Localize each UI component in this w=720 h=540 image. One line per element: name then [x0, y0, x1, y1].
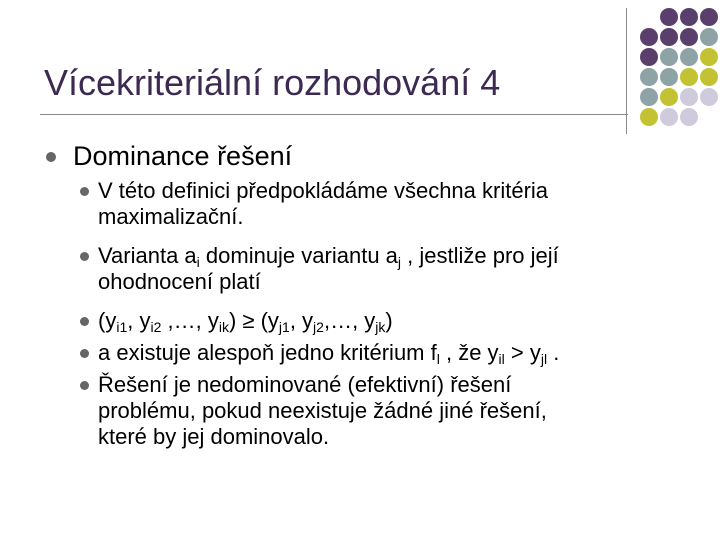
formula-text: (y: [98, 308, 117, 333]
formula-text: , y: [127, 308, 151, 333]
decorative-dot: [700, 28, 718, 46]
formula-subscript: jl: [540, 351, 548, 367]
formula-text: ) ≥ (y: [228, 308, 279, 333]
bullet-icon: [80, 317, 89, 326]
decorative-dot: [680, 108, 698, 126]
bullet-icon: [80, 187, 89, 196]
decorative-dot: [660, 108, 678, 126]
formula-text: ): [385, 308, 393, 333]
decorative-dot: [680, 28, 698, 46]
decorative-dot: [640, 28, 658, 46]
decorative-dot: [660, 28, 678, 46]
formula-subscript: j1: [278, 319, 290, 335]
decorative-dot: [640, 88, 658, 106]
item-5-line-3: které by jej dominovalo.: [98, 424, 330, 449]
decorative-dot: [640, 68, 658, 86]
decorative-dot: [680, 68, 698, 86]
item-2-line-1: Varianta $a_i$ dominuje variantu $a_j$ , jestliže pro její: [98, 243, 559, 270]
decorative-dot: [700, 48, 718, 66]
item-3-formula: [98, 308, 393, 334]
vertical-divider: [626, 8, 627, 134]
formula-text: .: [547, 340, 560, 365]
slide-title: Vícekriteriální rozhodování 4: [44, 62, 501, 103]
decorative-dot: [640, 48, 658, 66]
item-1-line-1: V této definici předpokládáme všechna kritéria: [98, 178, 549, 203]
decorative-dot: [700, 68, 718, 86]
title-divider: [40, 114, 628, 115]
decorative-dot: [680, 48, 698, 66]
formula-text: a existuje alespoň jedno kritérium f: [98, 340, 437, 365]
formula-subscript: ik: [218, 319, 229, 335]
heading-text: Dominance řešení: [73, 141, 293, 171]
decorative-dot: [700, 8, 718, 26]
item-4-condition: [98, 340, 559, 366]
formula-text: ,…, y: [323, 308, 376, 333]
bullet-icon: [80, 252, 89, 261]
formula-text: ,…, y: [161, 308, 219, 333]
formula-subscript: jk: [375, 319, 386, 335]
formula-subscript: l: [436, 351, 440, 367]
formula-text: , y: [289, 308, 314, 333]
decorative-dot: [680, 8, 698, 26]
decorative-dot: [680, 88, 698, 106]
formula-subscript: i1: [116, 319, 128, 335]
decorative-dot: [660, 48, 678, 66]
decorative-dot: [640, 108, 658, 126]
decorative-dot: [660, 8, 678, 26]
formula-text: > y: [504, 340, 541, 365]
item-5-line-2: problému, pokud neexistuje žádné jiné řešení,: [98, 398, 547, 423]
bullet-icon: [46, 152, 56, 162]
bullet-icon: [80, 349, 89, 358]
formula-subscript: il: [498, 351, 505, 367]
formula-subscript: j2: [313, 319, 324, 335]
item-5-line-1: Řešení je nedominované (efektivní) řešení: [98, 372, 512, 397]
decorative-dot: [660, 88, 678, 106]
item-2-line-2: ohodnocení platí: [98, 269, 261, 294]
bullet-icon: [80, 381, 89, 390]
formula-text: , že y: [439, 340, 499, 365]
item-1-line-2: maximalizační.: [98, 204, 244, 229]
decorative-dot: [700, 88, 718, 106]
formula-subscript: i2: [150, 319, 162, 335]
decorative-dot: [660, 68, 678, 86]
